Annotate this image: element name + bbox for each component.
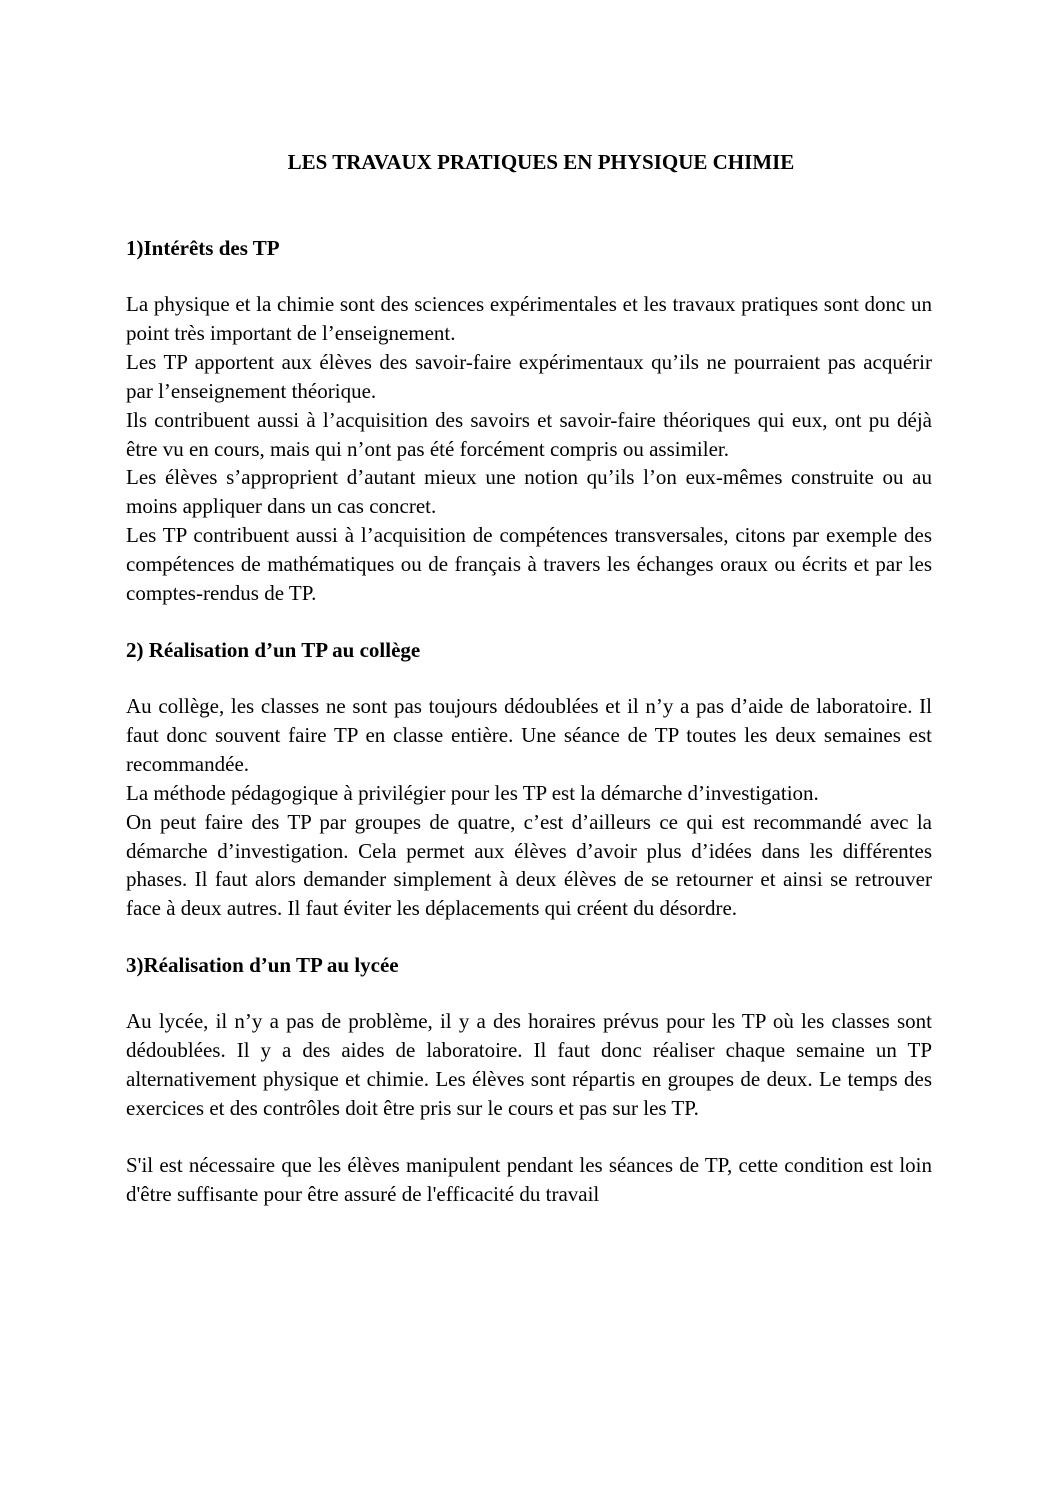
paragraph: Ils contribuent aussi à l’acquisition des savoirs et savoir-faire théoriques qui eux, ont pu déjà être vu en cours, mais qui n’ont pas été forcément compris ou assimiler. xyxy=(126,407,932,461)
section-heading: 3)Réalisation d’un TP au lycée xyxy=(126,953,399,978)
section-lycee xyxy=(126,951,932,1208)
paragraph: Les élèves s’approprient d’autant mieux une notion qu’ils l’on eux-mêmes construite ou au moins appliquer dans un cas concret. xyxy=(126,465,932,519)
paragraph: La méthode pédagogique à privilégier pour les TP est la démarche d’investigation. xyxy=(126,780,819,805)
paragraph: S'il est nécessaire que les élèves manipulent pendant les séances de TP, cette condition est loin d'être suffisante pour être assuré de l'efficacité du travail xyxy=(126,1152,932,1206)
paragraph: Au lycée, il n’y a pas de problème, il y a des horaires prévus pour les TP où les classes sont dédoublées. Il y a des aides de laboratoire. Il faut donc réaliser chaque semaine un TP alternativement physique et chimie. Les élèves sont répartis en groupes de deux. Le temps des exercices et des contrôles doit être pris sur le cours et pas sur les TP. xyxy=(126,1009,932,1120)
spacer xyxy=(126,608,932,636)
section-heading: 1)Intérêts des TP xyxy=(126,236,280,260)
document-body xyxy=(126,148,932,1209)
paragraph: Au collège, les classes ne sont pas toujours dédoublées et il n’y a pas d’aide de laboratoire. Il faut donc souvent faire TP en classe entière. Une séance de TP toutes les deux semaines est recommandée. xyxy=(126,693,932,776)
spacer xyxy=(126,923,932,951)
spacer xyxy=(126,1123,932,1151)
paragraph: Les TP apportent aux élèves des savoir-faire expérimentaux qu’ils ne pourraient pas acquérir par l’enseignement théorique. xyxy=(126,349,932,403)
paragraph: La physique et la chimie sont des sciences expérimentales et les travaux pratiques sont donc un point très important de l’enseignement. xyxy=(126,292,932,345)
section-interets xyxy=(126,234,932,608)
paragraph: Les TP contribuent aussi à l’acquisition de compétences transversales, citons par exemple des compétences de mathématiques ou de français à travers les échanges oraux ou écrits et par les comptes-rendus de TP. xyxy=(126,523,932,606)
section-college xyxy=(126,636,932,923)
document-title: LES TRAVAUX PRATIQUES EN PHYSIQUE CHIMIE xyxy=(287,150,795,174)
section-heading: 2) Réalisation d’un TP au collège xyxy=(126,637,421,662)
paragraph: On peut faire des TP par groupes de quatre, c’est d’ailleurs ce qui est recommandé avec la démarche d’investigation. Cela permet aux élèves d’avoir plus d’idées dans les différentes phases. Il faut alors demander simplement à deux élèves de se retourner et ainsi se retrouver face à deux autres. Il faut éviter les déplacements qui créent du désordre. xyxy=(126,809,932,921)
